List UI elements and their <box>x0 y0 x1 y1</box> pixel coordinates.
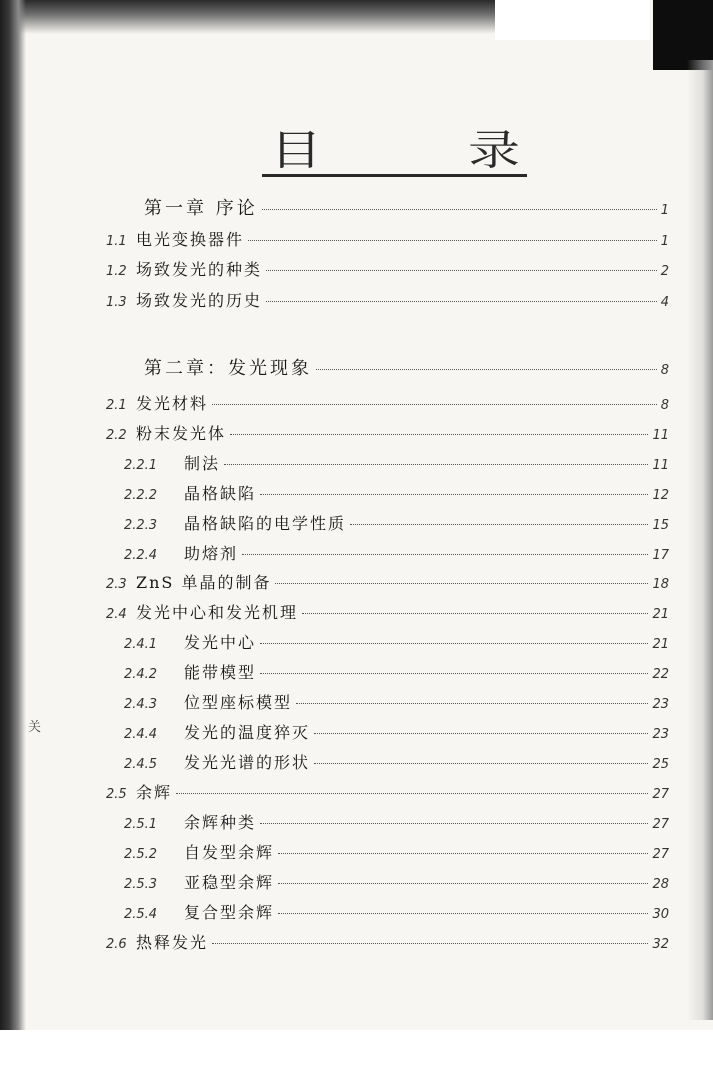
toc-entry-number: 2.5.4 <box>124 907 158 922</box>
toc-leader-dots <box>350 524 648 525</box>
toc-entry-page: 32 <box>652 937 669 952</box>
toc-entry-page: 23 <box>652 727 669 742</box>
toc-entry <box>124 632 669 654</box>
toc-entry-page: 28 <box>652 877 669 892</box>
toc-entry-text: 第一章 序论 <box>144 198 258 219</box>
toc-entry-number: 1.2 <box>106 264 127 279</box>
scan-white-patch <box>495 0 650 40</box>
scan-edge-top <box>0 0 500 34</box>
toc-entry <box>124 543 669 565</box>
toc-leader-dots <box>248 240 657 241</box>
toc-entry <box>124 662 669 684</box>
toc-entry-page: 2 <box>660 264 669 279</box>
toc-leader-dots <box>266 270 657 271</box>
toc-entry <box>124 453 669 475</box>
toc-leader-dots <box>278 853 648 854</box>
toc-leader-dots <box>212 404 657 405</box>
toc-entry-page: 21 <box>652 607 669 622</box>
toc-entry-text: 场致发光的历史 <box>136 291 263 310</box>
toc-entry-number: 2.4.1 <box>124 637 158 652</box>
toc-leader-dots <box>302 613 648 614</box>
toc-entry-text: 电光变换器件 <box>136 230 245 249</box>
scan-edge-right <box>687 60 713 1020</box>
toc-entry-number: 2.1 <box>106 398 127 413</box>
toc-entry-number: 2.4.4 <box>124 727 158 742</box>
toc-entry <box>124 483 669 505</box>
toc-entry-text: 自发型余辉 <box>184 843 275 862</box>
toc-entry-text: 发光中心和发光机理 <box>136 603 299 622</box>
toc-entry-page: 21 <box>652 637 669 652</box>
toc-entry-text: 发光材料 <box>136 394 209 413</box>
toc-entry-number: 2.6 <box>106 937 127 952</box>
title-char-1: 目 <box>270 126 323 175</box>
toc-entry-number: 2.4.5 <box>124 757 158 772</box>
toc-entry-number: 2.5 <box>106 787 127 802</box>
toc-leader-dots <box>266 301 657 302</box>
toc-entry-text: 复合型余辉 <box>184 903 275 922</box>
toc-leader-dots <box>275 583 648 584</box>
toc-entry-text: 晶格缺陷 <box>184 484 257 503</box>
toc-entry-text: 发光的温度猝灭 <box>184 723 311 742</box>
toc-entry-text: 场致发光的种类 <box>136 260 263 279</box>
toc-leader-dots <box>260 823 648 824</box>
toc-entry-page: 1 <box>660 203 669 218</box>
toc-entry-page: 8 <box>660 398 669 413</box>
toc-leader-dots <box>260 673 648 674</box>
toc-entry-number: 1.3 <box>106 295 127 310</box>
scan-edge-left <box>0 0 26 1030</box>
toc-entry <box>124 692 669 714</box>
toc-leader-dots <box>224 464 648 465</box>
toc-entry-number: 2.2.4 <box>124 548 158 563</box>
toc-entry <box>124 872 669 894</box>
toc-entry-page: 27 <box>652 847 669 862</box>
toc-entry-page: 8 <box>660 363 669 378</box>
toc-leader-dots <box>278 883 648 884</box>
toc-leader-dots <box>314 733 648 734</box>
toc-entry <box>124 722 669 744</box>
toc-entry-number: 2.4 <box>106 607 127 622</box>
toc-entry-text: 粉末发光体 <box>136 424 227 443</box>
toc-entry <box>124 902 669 924</box>
toc-entry-page: 11 <box>652 428 669 443</box>
toc-entry-text: 余辉种类 <box>184 813 257 832</box>
toc-leader-dots <box>316 369 657 370</box>
toc-leader-dots <box>242 554 648 555</box>
toc-entry-text: ZnS 单晶的制备 <box>136 573 272 592</box>
page-title <box>270 118 520 174</box>
toc-entry-page: 17 <box>652 548 669 563</box>
toc-entry-number: 2.2.2 <box>124 488 158 503</box>
title-char-2: 录 <box>467 126 520 175</box>
toc-entry-text: 晶格缺陷的电学性质 <box>184 514 347 533</box>
toc-leader-dots <box>230 434 648 435</box>
toc-entry <box>124 513 669 535</box>
toc-entry-text: 发光中心 <box>184 633 257 652</box>
toc-entry <box>106 393 669 415</box>
toc-entry <box>124 842 669 864</box>
toc-entry-chapter-2 <box>144 358 669 380</box>
toc-entry-text: 能带模型 <box>184 663 257 682</box>
toc-entry-text: 余辉 <box>136 783 173 802</box>
toc-entry-number: 1.1 <box>106 234 127 249</box>
stray-mark: 关 <box>28 720 42 735</box>
toc-entry-number: 2.5.1 <box>124 817 158 832</box>
toc-entry-page: 30 <box>652 907 669 922</box>
toc-entry-page: 27 <box>652 817 669 832</box>
toc-entry-text: 热释发光 <box>136 933 209 952</box>
toc-entry-page: 22 <box>652 667 669 682</box>
toc-entry <box>106 782 669 804</box>
toc-entry-page: 11 <box>652 458 669 473</box>
toc-entry-text: 助熔剂 <box>184 544 239 563</box>
toc-entry-number: 2.2.3 <box>124 518 158 533</box>
toc-leader-dots <box>314 763 648 764</box>
toc-entry-chapter-1 <box>144 198 669 220</box>
toc-entry-page: 12 <box>652 488 669 503</box>
toc-entry-text: 制法 <box>184 454 221 473</box>
toc-leader-dots <box>212 943 648 944</box>
title-underline <box>262 174 527 177</box>
toc-entry <box>106 423 669 445</box>
toc-entry <box>106 229 669 251</box>
toc-entry-page: 25 <box>652 757 669 772</box>
toc-entry <box>106 932 669 954</box>
toc-entry <box>106 290 669 312</box>
toc-entry <box>124 812 669 834</box>
toc-entry-number: 2.2 <box>106 428 127 443</box>
toc-entry <box>106 259 669 281</box>
toc-entry <box>124 752 669 774</box>
toc-entry-number: 2.5.3 <box>124 877 158 892</box>
toc-entry-number: 2.2.1 <box>124 458 158 473</box>
toc-leader-dots <box>262 209 657 210</box>
toc-entry-text: 位型座标模型 <box>184 693 293 712</box>
toc-entry-page: 15 <box>652 518 669 533</box>
toc-entry-text: 发光光谱的形状 <box>184 753 311 772</box>
toc-leader-dots <box>278 913 648 914</box>
toc-entry-number: 2.4.2 <box>124 667 158 682</box>
toc-entry <box>106 602 669 624</box>
toc-entry-page: 18 <box>652 577 669 592</box>
toc-entry-number: 2.4.3 <box>124 697 158 712</box>
toc-leader-dots <box>296 703 648 704</box>
toc-leader-dots <box>260 643 648 644</box>
toc-entry-text: 亚稳型余辉 <box>184 873 275 892</box>
toc-entry-number: 2.3 <box>106 577 127 592</box>
toc-leader-dots <box>260 494 648 495</box>
scan-bottom-margin <box>0 1030 713 1065</box>
toc-entry <box>106 572 669 594</box>
toc-entry-page: 27 <box>652 787 669 802</box>
toc-entry-number: 2.5.2 <box>124 847 158 862</box>
toc-entry-page: 4 <box>660 295 669 310</box>
toc-entry-page: 23 <box>652 697 669 712</box>
toc-leader-dots <box>176 793 648 794</box>
toc-entry-page: 1 <box>660 234 669 249</box>
toc-entry-text: 第二章：发光现象 <box>144 358 312 379</box>
